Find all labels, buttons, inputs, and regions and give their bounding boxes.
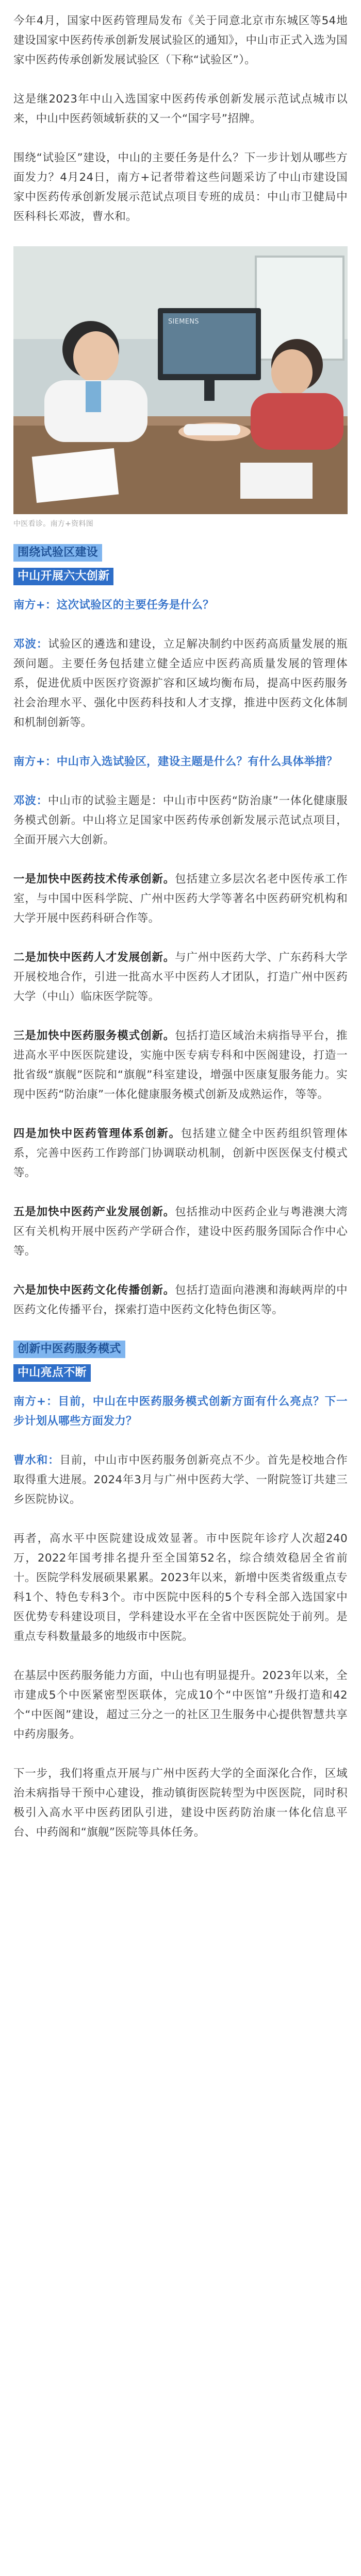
monitor-brand: SIEMENS bbox=[168, 318, 199, 326]
intro-paragraph-1: 今年4月，国家中医药管理局发布《关于同意北京市东城区等54地建设国家中医药传承创新发展试验区的通知》，中山市正式入选为国家中医药传承创新发展试验区（下称“试验区”）。 bbox=[13, 14, 348, 66]
innovation-lead: 五是加快中医药产业发展创新。 bbox=[13, 1206, 175, 1218]
qa-answer-2 bbox=[13, 791, 348, 850]
innovation-lead: 三是加快中医药服务模式创新。 bbox=[13, 1029, 175, 1042]
answer-label: 邓波： bbox=[13, 794, 48, 807]
question-label: 南方+： bbox=[13, 1395, 58, 1408]
innovation-item-2 bbox=[13, 948, 348, 1007]
body-paragraph-grassroots: 在基层中医药服务能力方面，中山也有明显提升。2023年以来，全市建成5个中医紧密型医联体，完成10个“中医馆”升级打造和42个“中医阁”建设，超过三分之一的社区卫生服务中心提供智慧共享中药房服务。 bbox=[13, 1669, 348, 1741]
body-paragraph-next-steps: 下一步，我们将重点开展与广州中医药大学的全面深化合作，区域治未病指导干预中心建设，推动镇街医院转型为中医医院，同时积极引入高水平中医药团队引进，建设中医药防治康一体化信息平台、中药阁和“旗舰”医院等具体任务。 bbox=[13, 1767, 348, 1839]
innovation-text: 包括建立健全中医药组织管理体系，完善中医药工作跨部门协调联动机制，创新中医医保支付模式等。 bbox=[13, 1127, 348, 1179]
innovation-lead: 二是加快中医药人才发展创新。 bbox=[13, 951, 175, 964]
innovation-item-1 bbox=[13, 870, 348, 928]
answer-label: 曹水和： bbox=[13, 1454, 60, 1467]
question-text: 中山市入选试验区，建设主题是什么？有什么具体举措？ bbox=[56, 755, 338, 768]
innovation-item-3 bbox=[13, 1026, 348, 1105]
answer-text: 中山市的试验主题是：中山市中医药“防治康”一体化健康服务模式创新。中山将立足国家中医药传承创新发展示范试点项目，全面开展六大创新。 bbox=[13, 794, 348, 846]
innovation-item-5 bbox=[13, 1202, 348, 1261]
question-label: 南方+： bbox=[13, 755, 57, 768]
innovation-text: 包括建立多层次名老中医传承工作室，与中国中医科学院、广州中医药大学等著名中医药研究机构和大学开展中医药科研合作等。 bbox=[13, 873, 348, 925]
section-banner-2: 创新中医药服务模式 bbox=[13, 1341, 125, 1358]
question-label: 南方+： bbox=[13, 599, 57, 612]
section-subbanner-1: 中山开展六大创新 bbox=[13, 568, 113, 585]
question-text: 这次试验区的主要任务是什么？ bbox=[56, 599, 214, 612]
qa-answer-1 bbox=[13, 635, 348, 733]
innovation-text: 包括打造面向港澳和海峡两岸的中医药文化传播平台，探索打造中医药文化特色街区等。 bbox=[13, 1284, 348, 1316]
innovation-text: 包括推动中医药企业与粤港澳大湾区有关机构开展中医药产学研合作，建设中医药服务国际合作中心等。 bbox=[13, 1206, 348, 1258]
article-photo bbox=[13, 246, 348, 514]
innovation-text: 与广州中医药大学、广东药科大学开展校地合作，引进一批高水平中医药人才团队，打造广州中医药大学（中山）临床医学院等。 bbox=[13, 951, 348, 1003]
answer-text: 目前，中山市中医药服务创新亮点不少。首先是校地合作取得重大进展。2024年3月与广州中医药大学、一附院签订共建三乡医院协议。 bbox=[13, 1454, 348, 1506]
answer-label: 邓波： bbox=[13, 638, 48, 651]
body-paragraph-hospital: 再者，高水平中医院建设成效显著。市中医院年诊疗人次超240万，2022年国考排名提升至全国第52名，综合绩效稳居全省前十。医院学科发展硕果累累。2023年以来，新增中医类省级重点专科1个、特色专科3个。市中医院中医科的5个专科全部入选国家中医优势专科建设项目，学科建设水平在全省中医医院处于前列。是重点专科数量最多的地级市中医院。 bbox=[13, 1532, 348, 1643]
qa-question-2 bbox=[13, 752, 348, 772]
innovation-item-4 bbox=[13, 1124, 348, 1183]
qa-answer-3 bbox=[13, 1451, 348, 1510]
section-subbanner-2: 中山亮点不断 bbox=[13, 1364, 91, 1382]
doctor-consultation-image bbox=[13, 246, 348, 514]
innovation-lead: 一是加快中医药技术传承创新。 bbox=[13, 873, 175, 886]
answer-text: 试验区的遴选和建设，立足解决制约中医药高质量发展的瓶颈问题。主要任务包括建立健全适应中医药高质量发展的管理体系，促进优质中医医疗资源扩容和区域均衡布局，提高中医药服务社会治理水平、强化中医药科技和人才支撑，推进中医药文化体制和机制创新等。 bbox=[13, 638, 348, 729]
innovation-lead: 四是加快中医药管理体系创新。 bbox=[13, 1127, 181, 1140]
qa-question-3 bbox=[13, 1392, 348, 1431]
innovation-text: 包括打造区域治未病指导平台，推进高水平中医医院建设，实施中医专病专科和中医阁建设，打造一批省级“旗舰”医院和“旗舰”科室建设，增强中医康复服务能力。实现中医药“防治康”一体化健康服务模式创新及成熟运作，等等。 bbox=[13, 1029, 348, 1101]
question-text: 目前，中山在中医药服务模式创新方面有什么亮点？下一步计划从哪些方面发力？ bbox=[13, 1395, 348, 1428]
qa-question-1 bbox=[13, 596, 348, 615]
innovation-lead: 六是加快中医药文化传播创新。 bbox=[13, 1284, 175, 1297]
innovation-item-6 bbox=[13, 1281, 348, 1320]
intro-paragraph-2: 这是继2023年中山入选国家中医药传承创新发展示范试点城市以来，中山中医药领域斩获的又一个“国字号”招牌。 bbox=[13, 93, 348, 125]
intro-paragraph-3: 围绕“试验区”建设，中山的主要任务是什么？下一步计划从哪些方面发力？4月24日，南方+记者带着这些问题采访了中山市建设国家中医药传承创新发展示范试点项目专班的成员：中山市卫健局中医科科长邓波，曹水和。 bbox=[13, 151, 348, 223]
section-banner-1: 围绕试验区建设 bbox=[13, 544, 102, 562]
photo-caption: 中医看诊。南方+资料图 bbox=[13, 520, 94, 528]
